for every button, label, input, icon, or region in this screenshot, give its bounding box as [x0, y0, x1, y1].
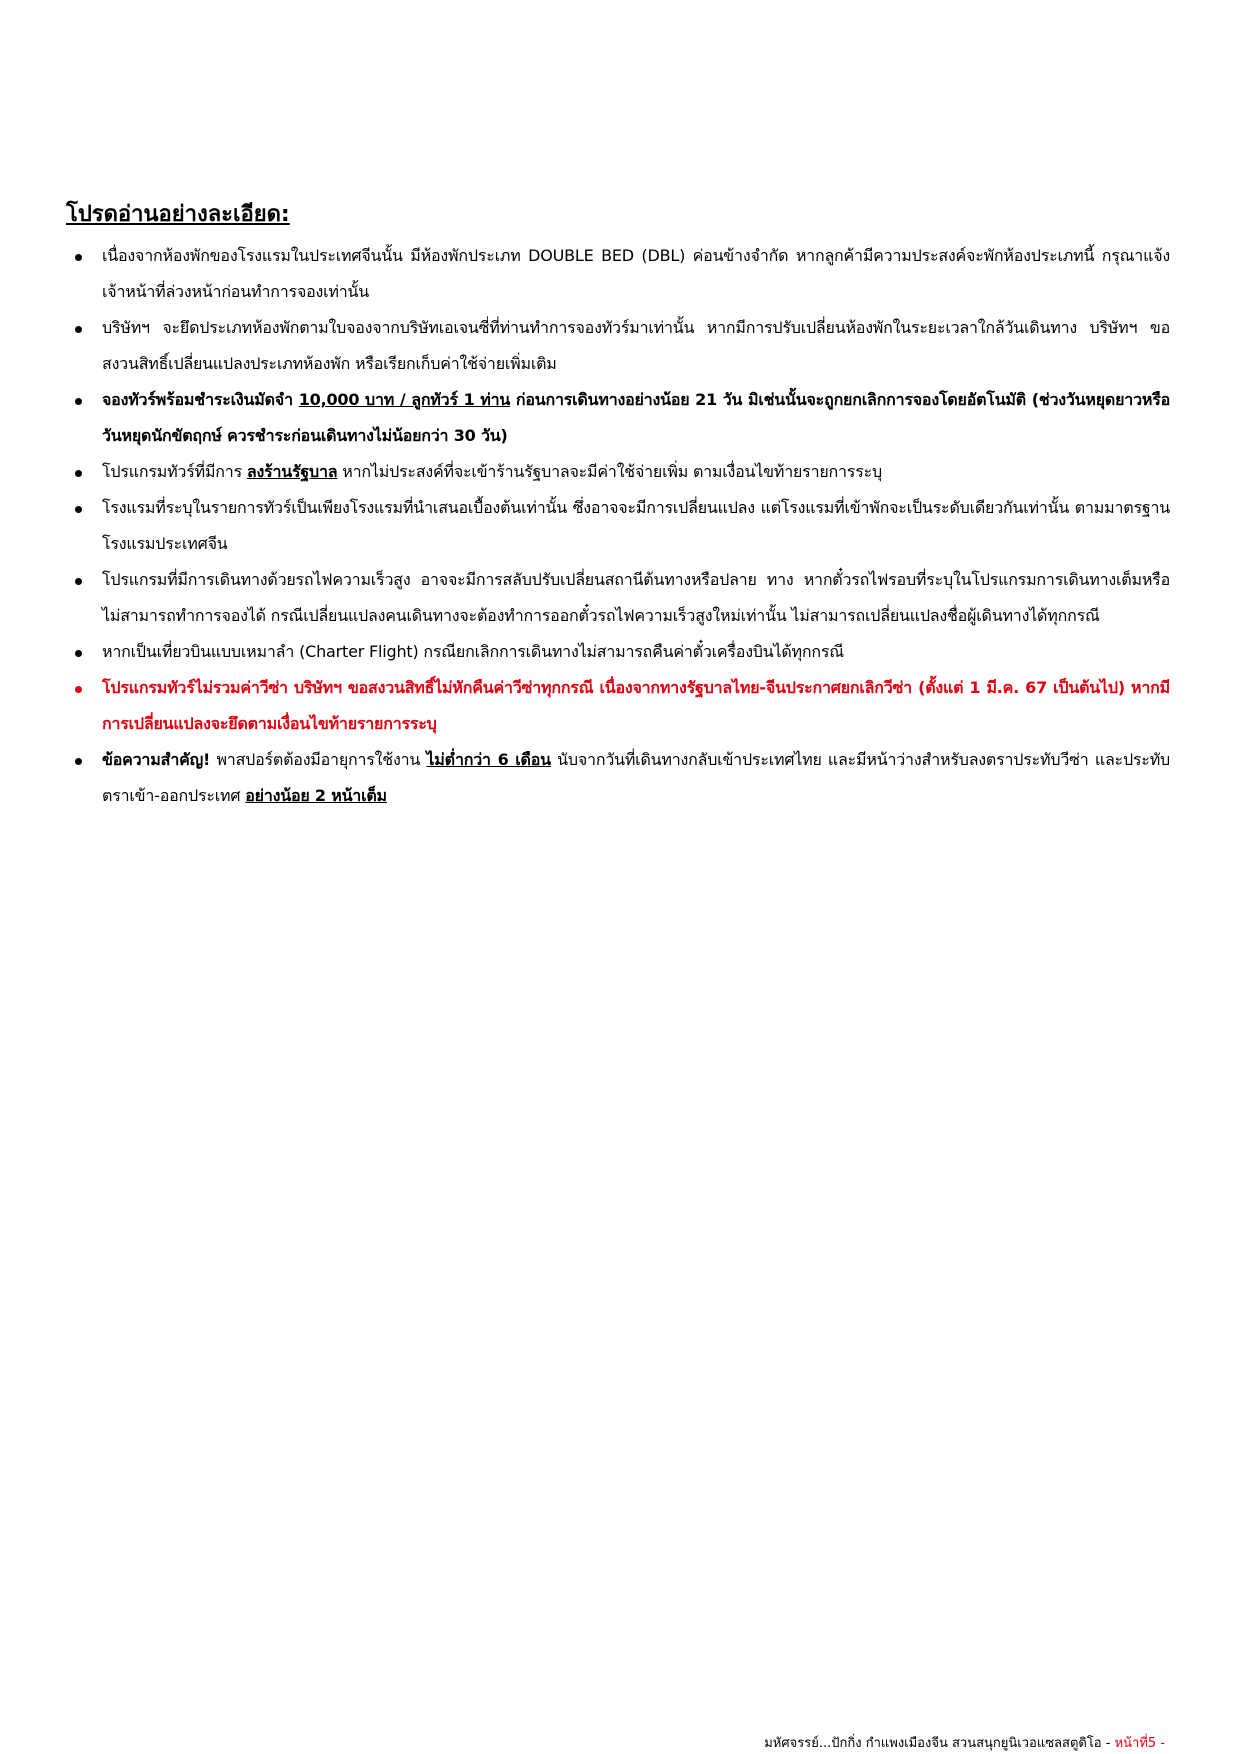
note-text: หากไม่ประสงค์ที่จะเข้าร้านรัฐบาลจะมีค่าใช้จ่ายเพิ่ม ตามเงื่อนไขท้ายรายการระบุ — [337, 462, 882, 481]
note-hotel — [66, 490, 1170, 562]
note-passport — [66, 742, 1170, 814]
page-number: หน้าที่5 - — [1114, 1736, 1165, 1751]
note-text: บริษัทฯ จะยึดประเภทห้องพักตามใบจองจากบริษัทเอเจนซี่ที่ท่านทำการจองทัวร์มาเท่านั้น หากมีการปรับเปลี่ยนห้องพักในระยะเวลาใกล้วันเดินทาง บริษัทฯ ขอสงวนสิทธิ์เปลี่ยนแปลงประเภทห้องพัก หรือเรียกเก็บค่าใช้จ่ายเพิ่มเติม — [102, 318, 1170, 373]
important-label: ข้อความสำคัญ! — [102, 750, 211, 769]
note-text: พาสปอร์ตต้องมีอายุการใช้งาน — [210, 750, 427, 769]
note-text: โปรแกรมที่มีการเดินทางด้วยรถไฟความเร็วสูง อาจจะมีการสลับปรับเปลี่ยนสถานีต้นทางหรือปลาย ทาง หากตั๋วรถไฟรอบที่ระบุในโปรแกรมการเดินทางเต็มหรือไม่สามารถทำการจองได้ กรณีเปลี่ยนแปลงคนเดินทางจะต้องทำการออกตั๋วรถไฟความเร็วสูงใหม่เท่านั้น ไม่สามารถเปลี่ยนแปลงชื่อผู้เดินทางได้ทุกกรณี — [102, 570, 1170, 625]
note-visa — [66, 670, 1170, 742]
footer-title: มหัศจรรย์...ปักกิ่ง กำแพงเมืองจีน สวนสนุกยูนิเวอแซลสตูดิโอ - — [764, 1736, 1115, 1751]
note-text: หากเป็นเที่ยวบินแบบเหมาลำ (Charter Flight) กรณียกเลิกการเดินทางไม่สามารถคืนค่าตั๋วเครื่องบินได้ทุกกรณี — [102, 642, 844, 661]
deposit-amount: 10,000 บาท / ลูกทัวร์ 1 ท่าน — [298, 390, 511, 409]
notice-list — [66, 238, 1170, 814]
page-footer — [764, 1732, 1165, 1753]
notice-heading: โปรดอ่านอย่างละเอียด: — [66, 202, 290, 227]
passport-validity-emphasis: ไม่ต่ำกว่า 6 เดือน — [426, 750, 551, 769]
note-deposit — [66, 382, 1170, 454]
note-text: จองทัวร์พร้อมชำระเงินมัดจำ — [102, 390, 299, 409]
note-room-type — [66, 310, 1170, 382]
note-text: โปรแกรมทัวร์ที่มีการ — [102, 462, 247, 481]
note-high-speed-train — [66, 562, 1170, 634]
blank-pages-emphasis: อย่างน้อย 2 หน้าเต็ม — [245, 786, 387, 805]
note-double-bed — [66, 238, 1170, 310]
government-shop-emphasis: ลงร้านรัฐบาล — [246, 462, 338, 481]
note-government-shop — [66, 454, 1170, 490]
note-charter-flight — [66, 634, 1170, 670]
note-text: โรงแรมที่ระบุในรายการทัวร์เป็นเพียงโรงแรมที่นำเสนอเบื้องต้นเท่านั้น ซึ่งอาจจะมีการเปลี่ยนแปลง แต่โรงแรมที่เข้าพักจะเป็นระดับเดียวกันเท่านั้น ตามมาตรฐานโรงแรมประเทศจีน — [102, 498, 1170, 553]
note-text: เนื่องจากห้องพักของโรงแรมในประเทศจีนนั้น มีห้องพักประเภท DOUBLE BED (DBL) ค่อนข้างจำกัด หากลูกค้ามีความประสงค์จะพักห้องประเภทนี้ กรุณาแจ้งเจ้าหน้าที่ล่วงหน้าก่อนทำการจองเท่านั้น — [102, 246, 1170, 301]
note-text: นับจากวันที่เดินทางกลับเข้าประเทศไทย และมีหน้าว่างสำหรับลงตราประทับวีซ่า และประทับตราเข้า-ออกประเทศ — [102, 750, 1170, 805]
note-text: โปรแกรมทัวร์ไม่รวมค่าวีซ่า บริษัทฯ ขอสงวนสิทธิ์ไม่หักคืนค่าวีซ่าทุกกรณี เนื่องจากทางรัฐบาลไทย-จีนประกาศยกเลิกวีซ่า (ตั้งแต่ 1 มี.ค. 67 เป็นต้นไป) หากมีการเปลี่ยนแปลงจะยึดตามเงื่อนไขท้ายรายการระบุ — [102, 678, 1170, 733]
note-text: ก่อนการเดินทางอย่างน้อย 21 วัน มิเช่นนั้นจะถูกยกเลิกการจองโดยอัตโนมัติ (ช่วงวันหยุดยาวหรือวันหยุดนักขัตฤกษ์ ควรชำระก่อนเดินทางไม่น้อยกว่า 30 วัน) — [102, 390, 1171, 445]
